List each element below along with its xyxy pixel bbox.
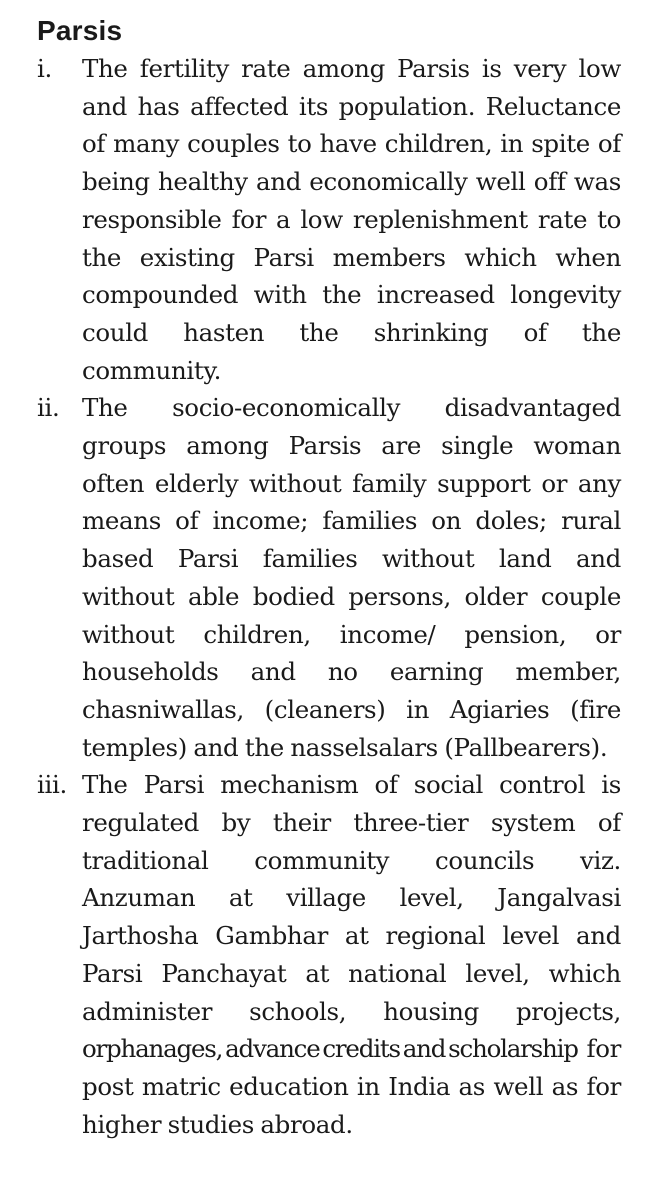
list-item-text: The fertility rate among Parsis is very low and has affected its population. Reluctance of many couples to have children, in spite of being healthy and economically well off was responsible for a low replenishment rate to the existing Parsi members which when compounded with the increased longevity could hasten the shrinking of the community.	[82, 54, 621, 385]
list-item	[37, 50, 621, 389]
list-item	[37, 766, 621, 1143]
list-marker: ii.	[37, 393, 60, 423]
list-marker: iii.	[37, 770, 67, 800]
document-page	[37, 12, 621, 1143]
list-item-text: The socio-economically disadvantaged groups among Parsis are single woman often elderly without family support or any means of income; families on doles; rural based Parsi families without land and without able bodied persons, older couple without children, income/ pension, or households and no earning member, chasniwallas, (cleaners) in Agiaries (fire temples) and the nasselsalars (Pallbearers).	[82, 393, 621, 762]
list-item	[37, 389, 621, 766]
list-item-text-compressed: orphanages, advance credits and scholarship	[82, 1034, 578, 1064]
numbered-list	[37, 50, 621, 1143]
list-marker: i.	[37, 54, 52, 83]
list-item-text: The Parsi mechanism of social control is regulated by their three-tier system of traditional community councils viz. Anzuman at village level, Jangalvasi Jarthosha Gambhar at regional level and Parsi Panchayat at national level, which administer schools, housing projects,	[82, 770, 621, 1026]
section-heading: Parsis	[37, 15, 123, 46]
list-item-text: for post matric education in India as well as for higher studies abroad.	[82, 1034, 621, 1139]
